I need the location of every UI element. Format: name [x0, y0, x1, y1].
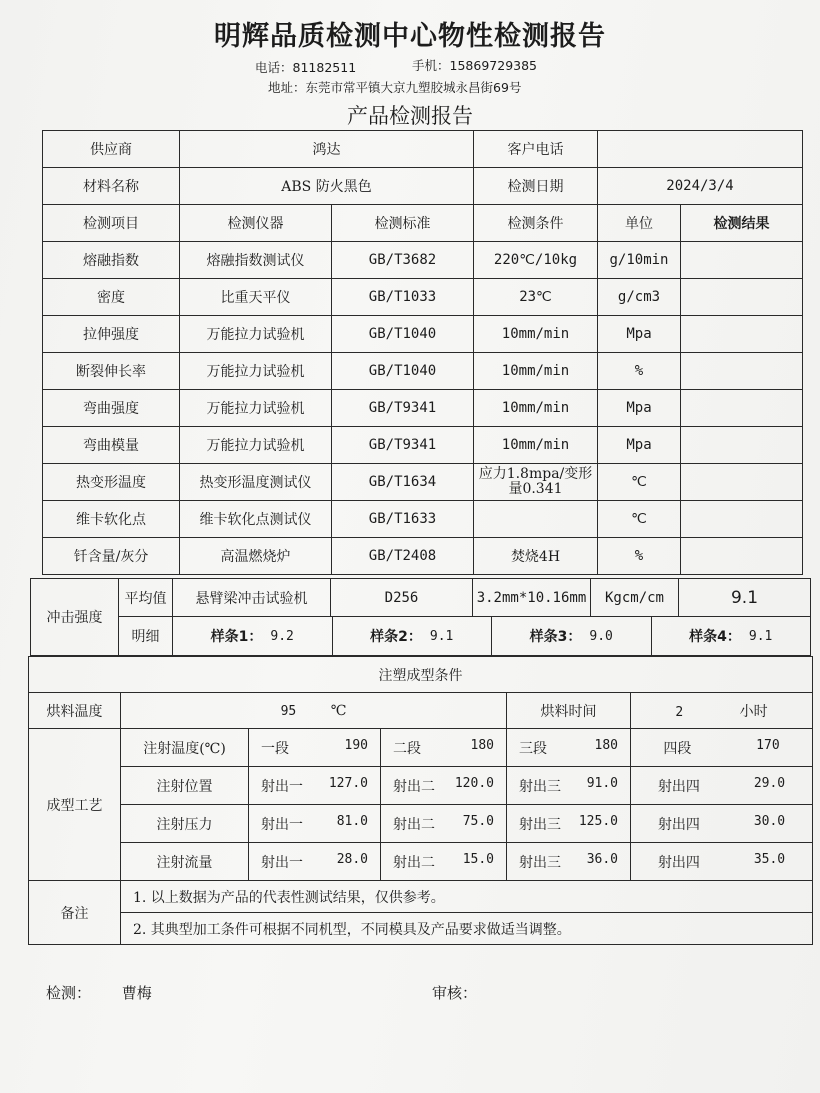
proc-cell-label: 射出四 — [657, 816, 700, 833]
row-standard: GB/T1040 — [332, 316, 474, 353]
report-header-title: 明辉品质检测中心物性检测报告 — [214, 21, 606, 52]
row-item: 密度 — [43, 279, 180, 316]
sample-value: 9.0 — [589, 628, 613, 644]
row-instrument: 热变形温度测试仪 — [180, 464, 332, 501]
inspector-signature — [46, 982, 152, 1003]
impact-instrument: 悬臂梁冲击试验机 — [173, 579, 331, 617]
col-header-instrument: 检测仪器 — [180, 205, 332, 242]
proc-row-label: 注射位置 — [121, 767, 249, 805]
sample-label: 样条4： — [689, 629, 741, 645]
reviewer-signature — [432, 982, 477, 1003]
row-item: 断裂伸长率 — [43, 353, 180, 390]
row-instrument: 万能拉力试验机 — [180, 353, 332, 390]
sample-cell — [333, 617, 493, 655]
proc-cell-label: 一段 — [261, 740, 289, 757]
proc-cell — [249, 805, 381, 843]
dry-time-unit: 小时 — [739, 703, 768, 720]
sample-value: 9.2 — [270, 628, 294, 644]
row-unit: g/10min — [598, 242, 681, 279]
mobile-value: 15869729385 — [449, 58, 538, 73]
row-condition: 10mm/min — [474, 353, 598, 390]
mobile-label: 手机 — [412, 58, 438, 73]
row-unit: Mpa — [598, 427, 681, 464]
date-value: 2024/3/4 — [598, 168, 803, 205]
note-item: 1. 以上数据为产品的代表性测试结果，仅供参考。 — [121, 881, 813, 913]
proc-cell — [507, 729, 631, 767]
proc-cell-value: 180 — [594, 737, 618, 753]
sample-label: 样条2： — [370, 629, 422, 645]
row-unit: % — [598, 353, 681, 390]
proc-cell-label: 射出三 — [519, 816, 561, 833]
row-instrument: 比重天平仪 — [180, 279, 332, 316]
proc-cell-label: 射出四 — [657, 778, 700, 795]
proc-cell — [381, 805, 507, 843]
impact-label: 冲击强度 — [31, 579, 119, 656]
proc-cell — [381, 729, 507, 767]
proc-cell-label: 射出二 — [393, 816, 435, 833]
impact-strength-table — [30, 578, 811, 656]
table-row — [43, 538, 803, 575]
proc-cell-value: 91.0 — [586, 775, 618, 791]
proc-cell-label: 三段 — [519, 740, 547, 757]
row-condition — [474, 501, 598, 538]
proc-cell — [249, 767, 381, 805]
proc-cell-label: 射出三 — [519, 854, 561, 871]
molding-title: 注塑成型条件 — [29, 657, 813, 693]
sample-cell — [652, 617, 811, 655]
row-standard: GB/T2408 — [332, 538, 474, 575]
row-result — [681, 353, 803, 390]
row-condition: 220℃/10kg — [474, 242, 598, 279]
row-result — [681, 316, 803, 353]
row-item: 熔融指数 — [43, 242, 180, 279]
row-standard: GB/T1033 — [332, 279, 474, 316]
row-unit: g/cm3 — [598, 279, 681, 316]
dry-time-label: 烘料时间 — [507, 693, 631, 729]
supplier-row — [43, 131, 803, 168]
col-header-condition: 检测条件 — [474, 205, 598, 242]
notes-row — [29, 913, 813, 945]
proc-cell — [631, 805, 813, 843]
proc-cell-value: 127.0 — [328, 775, 368, 791]
table-row — [43, 353, 803, 390]
row-instrument: 万能拉力试验机 — [180, 427, 332, 464]
injection-temp-row — [29, 729, 813, 767]
proc-cell — [507, 767, 631, 805]
molding-title-row — [29, 657, 813, 693]
proc-cell-label: 射出三 — [519, 778, 561, 795]
row-unit: ℃ — [598, 464, 681, 501]
proc-cell-value: 15.0 — [462, 851, 494, 867]
dry-temp-value: 95 — [280, 703, 297, 719]
row-unit: % — [598, 538, 681, 575]
row-item: 热变形温度 — [43, 464, 180, 501]
table-row — [43, 464, 803, 501]
reviewer-label: 审核： — [432, 984, 478, 1002]
proc-cell-value: 190 — [344, 737, 368, 753]
notes-label: 备注 — [29, 881, 121, 945]
proc-row-label: 注射温度(℃) — [121, 729, 249, 767]
impact-avg-value: 9.1 — [679, 579, 811, 617]
proc-cell — [507, 843, 631, 881]
table-row — [43, 427, 803, 464]
proc-cell — [381, 843, 507, 881]
table-row — [43, 316, 803, 353]
proc-cell — [631, 729, 813, 767]
row-condition: 10mm/min — [474, 427, 598, 464]
molding-conditions-table — [28, 656, 813, 945]
note-item: 2. 其典型加工条件可根据不同机型，不同模具及产品要求做适当调整。 — [121, 913, 813, 945]
proc-cell-label: 射出二 — [393, 854, 435, 871]
mobile-line: 手机：15869729385 — [412, 58, 538, 73]
injection-position-row — [29, 767, 813, 805]
proc-cell — [507, 805, 631, 843]
row-instrument: 高温燃烧炉 — [180, 538, 332, 575]
row-item: 弯曲模量 — [43, 427, 180, 464]
header-row — [43, 205, 803, 242]
row-unit: ℃ — [598, 501, 681, 538]
row-standard: GB/T1040 — [332, 353, 474, 390]
sample-label: 样条1： — [210, 629, 263, 645]
row-condition: 10mm/min — [474, 316, 598, 353]
address-value: 东莞市常平镇大京九塑胶城永昌街69号 — [305, 80, 522, 95]
proc-cell-value: 120.0 — [454, 775, 494, 791]
proc-cell-label: 二段 — [393, 740, 421, 757]
table-row — [43, 242, 803, 279]
row-item: 拉伸强度 — [43, 316, 180, 353]
impact-avg-label: 平均值 — [119, 579, 173, 617]
proc-cell-value: 28.0 — [336, 851, 368, 867]
proc-cell-label: 四段 — [663, 740, 692, 757]
row-result — [681, 390, 803, 427]
injection-flow-row — [29, 843, 813, 881]
impact-detail-row — [31, 617, 811, 656]
row-item: 维卡软化点 — [43, 501, 180, 538]
dry-temp-label: 烘料温度 — [29, 693, 121, 729]
sample-cell — [492, 617, 652, 655]
row-condition: 焚烧4H — [474, 538, 598, 575]
proc-cell — [631, 843, 813, 881]
phone-line: 电话：81182511 — [255, 60, 357, 75]
proc-cell-value: 75.0 — [462, 813, 494, 829]
row-result — [681, 279, 803, 316]
notes-row — [29, 881, 813, 913]
proc-row-label: 注射流量 — [121, 843, 249, 881]
row-standard: GB/T9341 — [332, 427, 474, 464]
proc-cell-label: 射出一 — [261, 854, 303, 871]
row-instrument: 万能拉力试验机 — [180, 316, 332, 353]
table-row — [43, 279, 803, 316]
sample-value: 9.1 — [429, 628, 454, 644]
col-header-standard: 检测标准 — [332, 205, 474, 242]
proc-cell-label: 射出四 — [657, 854, 700, 871]
row-condition: 应力1.8mpa/变形量0.341 — [474, 464, 598, 501]
dry-temp-cell — [121, 693, 507, 729]
inspector-name: 曹梅 — [121, 984, 152, 1002]
date-label: 检测日期 — [474, 168, 598, 205]
col-header-result: 检测结果 — [681, 205, 803, 242]
dry-time-value: 2 — [675, 704, 684, 720]
proc-cell — [249, 843, 381, 881]
sample-value: 9.1 — [748, 628, 773, 644]
process-label: 成型工艺 — [29, 729, 121, 881]
proc-cell-value: 81.0 — [336, 813, 368, 829]
row-standard: GB/T1634 — [332, 464, 474, 501]
sample-cell — [173, 617, 333, 655]
proc-cell — [381, 767, 507, 805]
product-report-title: 产品检测报告 — [347, 104, 473, 128]
impact-detail-label: 明细 — [119, 617, 173, 656]
row-instrument: 熔融指数测试仪 — [180, 242, 332, 279]
row-result — [681, 464, 803, 501]
proc-cell-value: 35.0 — [753, 851, 786, 867]
row-standard: GB/T1633 — [332, 501, 474, 538]
impact-standard: D256 — [331, 579, 473, 617]
inspector-label: 检测： — [46, 984, 92, 1002]
proc-cell — [249, 729, 381, 767]
proc-cell-value: 30.0 — [753, 813, 786, 829]
proc-row-label: 注射压力 — [121, 805, 249, 843]
row-unit: Mpa — [598, 316, 681, 353]
address-label: 地址 — [268, 80, 294, 95]
drying-row — [29, 693, 813, 729]
row-standard: GB/T3682 — [332, 242, 474, 279]
col-header-item: 检测项目 — [43, 205, 180, 242]
customer-phone-label: 客户电话 — [474, 131, 598, 168]
impact-condition: 3.2mm*10.16mm — [473, 579, 591, 617]
supplier-label: 供应商 — [43, 131, 180, 168]
inspection-table — [42, 130, 803, 575]
proc-cell-label: 射出一 — [261, 816, 303, 833]
material-row — [43, 168, 803, 205]
supplier-value: 鸿达 — [180, 131, 474, 168]
proc-cell-value: 29.0 — [753, 775, 786, 791]
row-result — [681, 538, 803, 575]
phone-label: 电话 — [255, 60, 281, 75]
col-header-unit: 单位 — [598, 205, 681, 242]
phone-value: 81182511 — [292, 60, 357, 75]
proc-cell-label: 射出二 — [393, 778, 435, 795]
impact-samples — [173, 617, 811, 656]
row-condition: 10mm/min — [474, 390, 598, 427]
row-condition: 23℃ — [474, 279, 598, 316]
injection-pressure-row — [29, 805, 813, 843]
address-line: 地址：东莞市常平镇大京九塑胶城永昌街69号 — [268, 80, 522, 95]
row-item: 弯曲强度 — [43, 390, 180, 427]
row-instrument: 维卡软化点测试仪 — [180, 501, 332, 538]
dry-time-cell — [631, 693, 813, 729]
proc-cell-value: 125.0 — [578, 813, 618, 829]
table-row — [43, 501, 803, 538]
row-standard: GB/T9341 — [332, 390, 474, 427]
row-result — [681, 501, 803, 538]
table-row — [43, 390, 803, 427]
impact-avg-row — [31, 579, 811, 617]
proc-cell-value: 170 — [756, 737, 780, 753]
dry-temp-unit: ℃ — [330, 702, 347, 719]
proc-cell-value: 36.0 — [586, 851, 618, 867]
sample-label: 样条3： — [529, 629, 582, 645]
row-result — [681, 427, 803, 464]
material-value: ABS 防火黑色 — [180, 168, 474, 205]
row-unit: Mpa — [598, 390, 681, 427]
impact-unit: Kgcm/cm — [591, 579, 679, 617]
proc-cell — [631, 767, 813, 805]
customer-phone-value — [598, 131, 803, 168]
proc-cell-label: 射出一 — [261, 778, 303, 795]
proc-cell-value: 180 — [470, 737, 494, 753]
row-instrument: 万能拉力试验机 — [180, 390, 332, 427]
row-result — [681, 242, 803, 279]
material-label: 材料名称 — [43, 168, 180, 205]
row-item: 钎含量/灰分 — [43, 538, 180, 575]
